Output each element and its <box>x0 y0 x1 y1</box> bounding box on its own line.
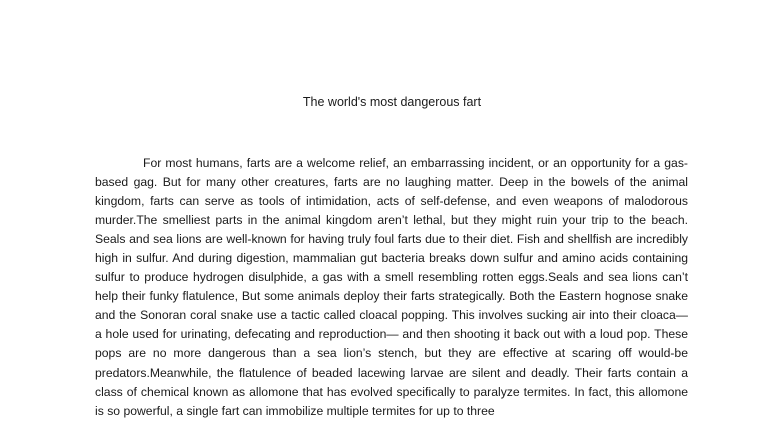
document-title: The world's most dangerous fart <box>302 95 482 109</box>
body-paragraph: For most humans, farts are a welcome relief, an embarrassing incident, or an opportunity for a gas-based gag. But for many other creatures, farts are no laughing matter. Deep in the bowels of the animal kingdom, farts can serve as tools of intimidation, acts of self-defense, and even weapons of malodorous murder.The smelliest parts in the animal kingdom aren’t lethal, but they might ruin your trip to the beach. Seals and sea lions are well-known for having truly foul farts due to their diet. Fish and shellfish are incredibly high in sulfur. And during digestion, mammalian gut bacteria breaks down sulfur and amino acids containing sulfur to produce hydrogen disulphide, a gas with a smell resembling rotten eggs.Seals and sea lions can’t help their funky flatulence, But some animals deploy their farts strategically. Both the Eastern hognose snake and the Sonoran coral snake use a tactic called cloacal popping. This involves sucking air into their cloaca— a hole used for urinating, defecating and reproduction— and then shooting it back out with a loud pop. These pops are no more dangerous than a sea lion’s stench, but they are effective at scaring off would-be predators.Meanwhile, the flatulence of beaded lacewing larvae are silent and deadly. Their farts contain a class of chemical known as allomone that has evolved specifically to paralyze termites. In fact, this allomone is so powerful, a single fart can immobilize multiple termites for up to three <box>95 156 688 418</box>
